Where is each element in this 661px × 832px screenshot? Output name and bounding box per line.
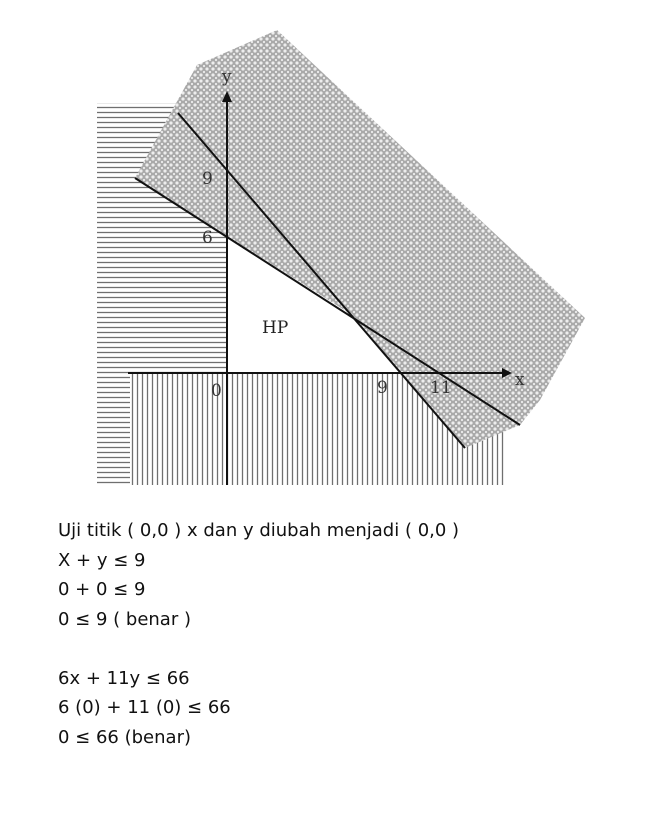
inequality-2-substitution: 6 (0) + 11 (0) ≤ 66 <box>58 697 231 718</box>
origin-label: 0 <box>211 381 222 401</box>
inequality-2: 6x + 11y ≤ 66 <box>58 667 190 689</box>
inequality-1-result: 0 ≤ 9 ( benar ) <box>58 608 191 630</box>
region-label-hp: HP <box>262 318 289 338</box>
y-tick-9: 9 <box>202 169 213 189</box>
y-tick-6: 6 <box>202 228 213 248</box>
axis-y-label: y <box>222 67 232 87</box>
inequality-1-substitution: 0 + 0 ≤ 9 <box>58 579 146 600</box>
inequality-1: X + y ≤ 9 <box>58 549 146 571</box>
x-tick-11: 11 <box>430 378 452 398</box>
test-point-statement: Uji titik ( 0,0 ) x dan y diubah menjadi ( 0,0 ) <box>58 520 460 541</box>
spacer <box>58 634 618 664</box>
solution-steps <box>58 516 618 752</box>
inequality-2-result: 0 ≤ 66 (benar) <box>58 726 191 748</box>
x-tick-9: 9 <box>377 378 388 398</box>
axis-x-label: x <box>515 370 525 390</box>
